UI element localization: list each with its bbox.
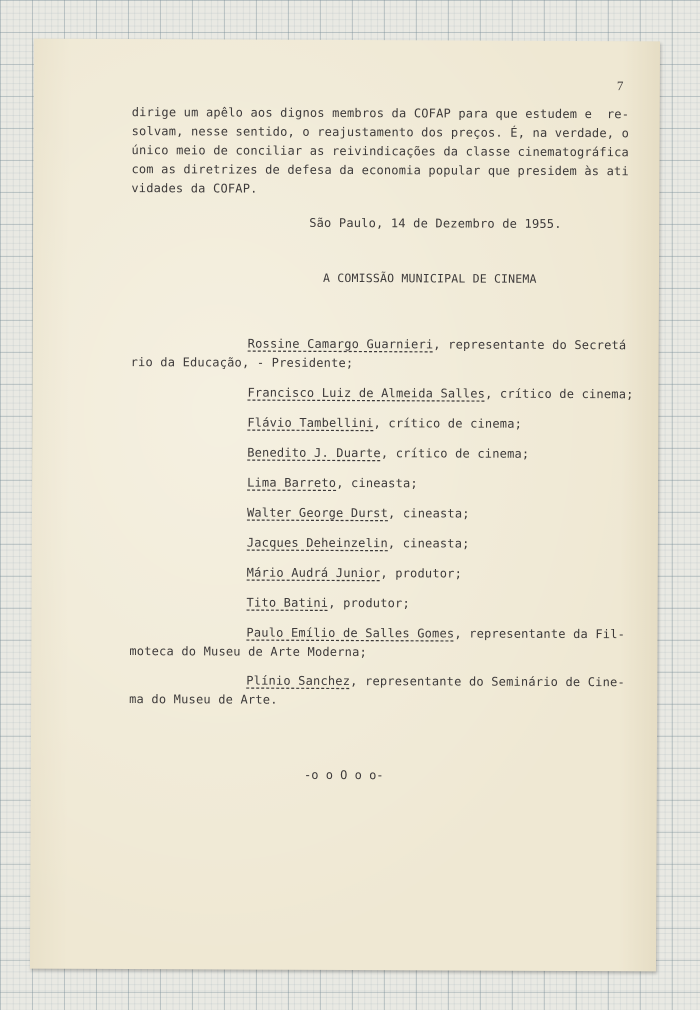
- member-role: , cineasta;: [388, 506, 470, 521]
- member-role: , cineasta;: [336, 475, 418, 491]
- member-line: [247, 476, 418, 491]
- member-role-cont: ma do Museu de Arte.: [129, 692, 278, 707]
- member-name: Flávio Tambellini: [247, 415, 374, 431]
- member-role: , cineasta;: [387, 536, 470, 551]
- intro-line-3: único meio de conciliar as reivindicações da classe cinematográfica: [131, 143, 630, 160]
- member-name: Rossine Camargo Guarnieri: [247, 336, 434, 352]
- member-role: , representante do Seminário de Cine-: [350, 674, 625, 690]
- member-role: , produtor;: [380, 566, 463, 581]
- member-line: [247, 566, 462, 581]
- member-name: Tito Batini: [246, 595, 329, 610]
- document-page: [30, 39, 660, 972]
- member-name: Plínio Sanchez: [246, 673, 351, 689]
- member-role: , produtor;: [328, 595, 410, 611]
- member-name: Walter George Durst: [246, 505, 389, 521]
- member-line: [247, 416, 522, 431]
- member-name: Lima Barreto: [247, 475, 337, 490]
- member-line: [247, 536, 470, 551]
- intro-line-1: dirige um apêlo aos dignos membros da COFAP para que estudem e re-: [131, 105, 630, 122]
- end-mark: -o o O o o-: [304, 767, 384, 783]
- member-line: [248, 337, 627, 353]
- member-line: [246, 626, 625, 642]
- member-role: , representante do Secretá: [433, 337, 627, 353]
- member-line: [247, 506, 470, 521]
- member-line: [247, 446, 529, 461]
- member-name: Jacques Deheinzelin: [246, 535, 388, 551]
- member-role: , crítico de cinema;: [380, 446, 530, 461]
- member-line: [247, 596, 410, 611]
- member-line: [246, 674, 625, 690]
- intro-line-5: vidades da COFAP.: [131, 181, 258, 196]
- member-name: Francisco Luiz de Almeida Salles: [247, 385, 486, 401]
- member-name: Benedito J. Duarte: [247, 445, 381, 461]
- member-line: [247, 386, 633, 402]
- member-role: , representante da Fil-: [454, 626, 626, 642]
- member-role: , crítico de cinema;: [373, 416, 523, 431]
- member-role-cont: rio da Educação, - Presidente;: [130, 355, 354, 371]
- member-name: Mário Audrá Junior: [246, 565, 381, 581]
- intro-line-4: com as diretrizes de defesa da economia popular que presidem às ati: [131, 162, 629, 179]
- page-number: 7: [616, 78, 624, 94]
- member-role: , crítico de cinema;: [485, 386, 634, 402]
- intro-line-2: solvam, nesse sentido, o reajustamento dos preços. É, na verdade, o: [131, 124, 630, 141]
- place-date: São Paulo, 14 de Dezembro de 1955.: [309, 215, 562, 231]
- commission-title: A COMISSÃO MUNICIPAL DE CINEMA: [322, 270, 537, 286]
- member-role-cont: moteca do Museu de Arte Moderna;: [129, 644, 367, 660]
- member-name: Paulo Emílio de Salles Gomes: [246, 625, 455, 641]
